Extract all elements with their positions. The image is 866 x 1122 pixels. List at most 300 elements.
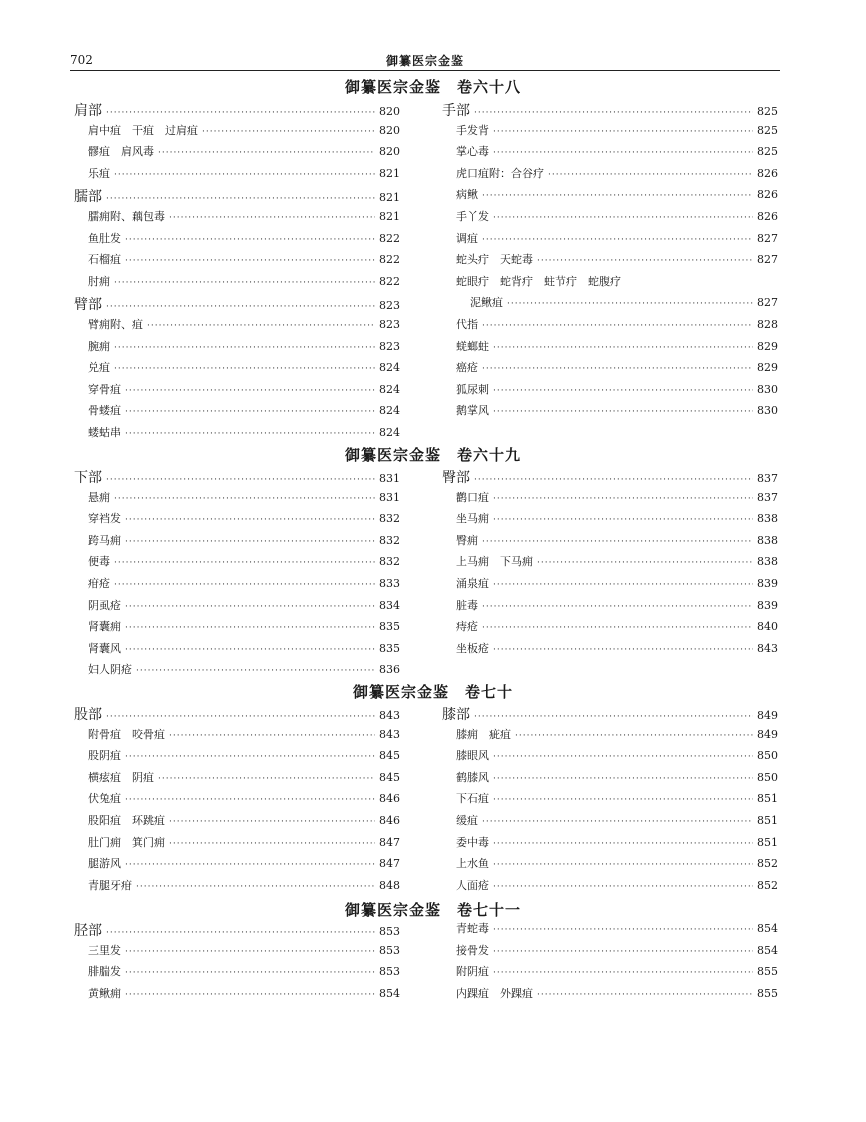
left-column [74,704,400,898]
entry-label: 接骨发 [456,943,489,957]
entry-page-number: 839 [757,576,778,590]
entry-page-number: 845 [379,770,400,784]
entry-page-number: 846 [379,792,400,806]
toc-entry [74,186,400,208]
leader-dots [482,364,753,374]
toc-entry [74,790,400,812]
entry-page-number: 827 [757,296,778,310]
entry-page-number: 854 [757,922,778,935]
toc-entry [442,769,778,791]
toc-entry [74,575,400,597]
entry-label: 横痃疽 阴疽 [88,770,154,784]
toc-entry [442,510,778,532]
toc-entry [74,640,400,662]
entry-label: 肩中疽 干疽 过肩疽 [88,123,198,137]
volume-title: 御纂医宗金鉴 卷六十九 [344,446,521,464]
toc-entry [442,100,778,122]
toc-entry [74,424,400,446]
entry-page-number: 833 [379,576,400,590]
entry-label: 下石疽 [456,792,489,806]
right-column [442,704,778,898]
entry-page-number: 826 [757,209,778,223]
leader-dots [125,515,375,525]
leader-dots [493,795,753,805]
leader-dots [548,170,753,180]
leader-dots [114,364,375,374]
entry-page-number: 827 [757,231,778,245]
leader-dots [493,860,753,870]
entry-page-number: 832 [379,555,400,569]
leader-dots [493,925,753,935]
entry-label: 悬痈 [88,490,110,504]
toc-entry [74,661,400,683]
entry-label: 肾囊风 [88,641,121,655]
entry-page-number: 855 [757,986,778,1000]
entry-page-number: 851 [757,835,778,849]
leader-dots [474,108,753,118]
toc-entry [74,855,400,877]
entry-label: 肚门痈 箕门痈 [88,835,165,849]
leader-dots [493,213,753,223]
leader-dots [125,256,375,266]
leader-dots [537,558,753,568]
entry-label: 乐疽 [88,166,110,180]
toc-entry [442,834,778,856]
leader-dots [136,882,375,892]
entry-label: 腓腨发 [88,965,121,979]
leader-dots [493,774,753,784]
toc-entry [442,726,778,748]
entry-label: 代指 [456,317,478,331]
toc-entry [74,316,400,338]
entry-label: 内踝疽 外踝疽 [456,986,533,1000]
volume-title: 御纂医宗金鉴 卷七十一 [344,901,521,919]
toc-entry [74,747,400,769]
entry-page-number: 846 [379,813,400,827]
entry-label: 便毒 [88,555,110,569]
entry-label: 鹳口疽 [456,490,489,504]
entry-page-number: 853 [379,925,400,938]
leader-dots [114,170,375,180]
leader-dots [125,645,375,655]
entry-label: 癌疮 [456,361,478,375]
toc-entry [74,877,400,899]
toc-entry [442,812,778,834]
toc-entry [74,597,400,619]
entry-page-number: 853 [379,943,400,957]
leader-dots [474,475,753,485]
leader-dots [158,774,375,784]
toc-entry [442,597,778,619]
toc-entry [442,402,778,424]
toc-entry [74,920,400,942]
toc-entry [74,510,400,532]
entry-label: 涌泉疽 [456,576,489,590]
leader-dots [114,494,375,504]
leader-dots [136,666,375,676]
leader-dots [169,839,375,849]
entry-page-number: 855 [757,965,778,979]
section-heading: 下部 [74,470,102,486]
toc-entry [442,273,778,295]
entry-page-number: 824 [379,404,400,418]
leader-dots [482,623,753,633]
entry-page-number: 851 [757,792,778,806]
volume-title: 御纂医宗金鉴 卷七十 [352,683,513,701]
toc-entry [74,834,400,856]
entry-page-number: 854 [379,986,400,1000]
entry-label: 蛇头疔 天蛇毒 [456,253,533,267]
entry-page-number: 849 [757,727,778,741]
entry-label: 膝痈 疵疽 [456,727,511,741]
leader-dots [493,839,753,849]
left-column [74,100,400,446]
leader-dots [125,602,375,612]
leader-dots [125,795,375,805]
entry-page-number: 824 [379,382,400,396]
leader-dots [493,645,753,655]
entry-label: 泥鳅疽 [470,296,503,310]
leader-dots [106,475,375,485]
entry-label: 缓疽 [456,813,478,827]
toc-entry [74,165,400,187]
entry-page-number: 834 [379,598,400,612]
leader-dots [493,752,753,762]
left-column [74,467,400,683]
entry-page-number: 831 [379,472,400,485]
entry-page-number: 851 [757,813,778,827]
right-column [442,100,778,424]
entry-page-number: 840 [757,620,778,634]
entry-page-number: 845 [379,749,400,763]
leader-dots [125,990,375,1000]
entry-page-number: 823 [379,339,400,353]
leader-dots [125,860,375,870]
toc-entry [442,359,778,381]
toc-entry [442,143,778,165]
entry-label: 上马痈 下马痈 [456,555,533,569]
leader-dots [106,928,375,938]
entry-page-number: 837 [757,490,778,504]
entry-label: 穿骨疽 [88,382,121,396]
toc-entry [442,920,778,942]
entry-label: 穿裆发 [88,512,121,526]
leader-dots [493,515,753,525]
toc-entry [74,402,400,424]
entry-label: 手发背 [456,123,489,137]
toc-entry [74,812,400,834]
entry-page-number: 822 [379,253,400,267]
toc-entry [442,855,778,877]
toc-entry [74,553,400,575]
entry-page-number: 838 [757,533,778,547]
leader-dots [158,148,375,158]
leader-dots [125,623,375,633]
entry-label: 蜣螂蛀 [456,339,489,353]
leader-dots [493,580,753,590]
entry-page-number: 831 [379,490,400,504]
toc-entry [74,532,400,554]
section-heading: 膝部 [442,707,470,723]
entry-label: 股阴疽 [88,749,121,763]
leader-dots [482,537,753,547]
entry-label: 脏毒 [456,598,478,612]
leader-dots [114,558,375,568]
leader-dots [125,407,375,417]
leader-dots [515,731,753,741]
toc-entry [74,489,400,511]
entry-page-number: 847 [379,835,400,849]
entry-page-number: 823 [379,299,400,313]
toc-entry [74,985,400,1007]
entry-page-number: 838 [757,512,778,526]
page-number: 702 [70,53,93,67]
entry-label: 蛇眼疔 蛇背疔 蛀节疔 蛇腹疗 [456,274,621,288]
entry-page-number: 854 [757,943,778,957]
entry-label: 腕痈 [88,339,110,353]
toc-entry [74,381,400,403]
page-header [70,52,780,71]
toc-entry [442,618,778,640]
entry-page-number: 835 [379,620,400,634]
entry-label: 髎疽 肩风毒 [88,145,154,159]
entry-label: 痔疮 [456,620,478,634]
entry-page-number: 850 [757,770,778,784]
leader-dots [106,302,375,312]
toc-entry [442,251,778,273]
leader-dots [493,947,753,957]
toc-entry [74,726,400,748]
toc-entry [442,553,778,575]
entry-label: 坐马痈 [456,512,489,526]
entry-page-number: 826 [757,188,778,202]
entry-label: 黄鳅痈 [88,986,121,1000]
entry-label: 坐板疮 [456,641,489,655]
entry-page-number: 832 [379,512,400,526]
entry-label: 股阳疽 环跳疽 [88,813,165,827]
entry-label: 臑痈附、藕包毒 [88,209,165,223]
entry-label: 膝眼风 [456,749,489,763]
toc-entry [74,100,400,122]
leader-dots [125,235,375,245]
toc-entry [74,963,400,985]
entry-label: 鱼肚发 [88,231,121,245]
leader-dots [169,731,375,741]
entry-label: 调疽 [456,231,478,245]
section-heading: 臑部 [74,189,102,206]
leader-dots [106,712,375,722]
entry-label: 附阴疽 [456,965,489,979]
entry-page-number: 843 [379,727,400,741]
toc-entry [442,467,778,489]
entry-page-number: 852 [757,878,778,892]
leader-dots [493,343,753,353]
entry-page-number: 848 [379,878,400,892]
entry-label: 骨蝼疽 [88,404,121,418]
leader-dots [493,148,753,158]
entry-label: 阴虱疮 [88,598,121,612]
leader-dots [493,407,753,417]
entry-page-number: 829 [757,361,778,375]
leader-dots [106,194,375,204]
entry-page-number: 821 [379,209,400,223]
leader-dots [537,990,753,1000]
toc-entry [442,942,778,964]
entry-page-number: 830 [757,382,778,396]
entry-label: 手丫发 [456,209,489,223]
toc-entry [442,316,778,338]
leader-dots [482,235,753,245]
entry-page-number: 849 [757,709,778,722]
toc-entry [442,294,778,316]
entry-label: 兑疽 [88,361,110,375]
section-heading: 肩部 [74,103,102,119]
entry-page-number: 825 [757,123,778,137]
leader-dots [125,537,375,547]
toc-entry [442,230,778,252]
entry-page-number: 847 [379,857,400,871]
entry-label: 臀痈 [456,533,478,547]
entry-page-number: 824 [379,361,400,375]
toc-entry [442,165,778,187]
leader-dots [125,947,375,957]
entry-page-number: 820 [379,145,400,159]
toc-entry [74,294,400,316]
leader-dots [169,817,375,827]
toc-entry [442,877,778,899]
toc-entry [74,704,400,726]
entry-page-number: 825 [757,145,778,159]
toc-entry [74,208,400,230]
entry-page-number: 853 [379,965,400,979]
leader-dots [114,580,375,590]
entry-label: 上水鱼 [456,857,489,871]
leader-dots [169,213,375,223]
entry-label: 青蛇毒 [456,922,489,935]
leader-dots [474,712,753,722]
entry-label: 虎口疽附：合谷疗 [456,166,544,180]
entry-page-number: 823 [379,317,400,331]
entry-page-number: 836 [379,663,400,677]
toc-entry [442,338,778,360]
toc-entry [442,790,778,812]
entry-page-number: 828 [757,317,778,331]
leader-dots [125,968,375,978]
entry-page-number: 825 [757,105,778,118]
leader-dots [482,817,753,827]
toc-entry [74,338,400,360]
toc-entry [442,122,778,144]
leader-dots [125,752,375,762]
entry-label: 狐尿刺 [456,382,489,396]
leader-dots [482,602,753,612]
entry-label: 附骨疽 咬骨疽 [88,727,165,741]
volume-title: 御纂医宗金鉴 卷六十八 [344,78,521,96]
toc-entry [442,747,778,769]
right-column [442,920,778,1006]
running-title: 御纂医宗金鉴 [385,54,464,68]
section-heading: 股部 [74,707,102,723]
entry-label: 跨马痈 [88,533,121,547]
entry-label: 委中毒 [456,835,489,849]
entry-label: 掌心毒 [456,145,489,159]
entry-label: 疳疮 [88,576,110,590]
leader-dots [147,321,375,331]
toc-entry [74,122,400,144]
toc-entry [442,575,778,597]
toc-entry [442,489,778,511]
entry-label: 肘痈 [88,274,110,288]
leader-dots [537,256,753,266]
toc-entry [74,230,400,252]
leader-dots [493,494,753,504]
toc-entry [74,618,400,640]
entry-page-number: 821 [379,166,400,180]
entry-page-number: 821 [379,191,400,205]
leader-dots [202,127,375,137]
leader-dots [493,882,753,892]
toc-entry [74,769,400,791]
entry-label: 鹅掌风 [456,404,489,418]
leader-dots [493,968,753,978]
entry-label: 妇人阴疮 [88,663,132,677]
section-heading: 胫部 [74,923,102,939]
leader-dots [125,386,375,396]
entry-page-number: 837 [757,472,778,485]
entry-page-number: 839 [757,598,778,612]
entry-label: 石榴疽 [88,253,121,267]
entry-label: 鹤膝风 [456,770,489,784]
leader-dots [114,343,375,353]
entry-page-number: 838 [757,555,778,569]
entry-page-number: 822 [379,231,400,245]
toc-entry [74,273,400,295]
leader-dots [493,127,753,137]
section-heading: 手部 [442,103,470,119]
entry-label: 臂痈附、疽 [88,317,143,331]
entry-page-number: 850 [757,749,778,763]
leader-dots [482,191,753,201]
left-column [74,920,400,1006]
right-column [442,467,778,661]
entry-label: 青腿牙疳 [88,878,132,892]
entry-page-number: 835 [379,641,400,655]
entry-label: 三里发 [88,943,121,957]
toc-entry [442,381,778,403]
entry-page-number: 824 [379,425,400,439]
toc-entry [442,532,778,554]
toc-entry [74,251,400,273]
entry-page-number: 852 [757,857,778,871]
leader-dots [114,278,375,288]
toc-entry [74,143,400,165]
entry-page-number: 843 [379,709,400,722]
entry-page-number: 843 [757,641,778,655]
entry-label: 肾囊痈 [88,620,121,634]
toc-entry [442,963,778,985]
entry-page-number: 827 [757,253,778,267]
entry-label: 腿游风 [88,857,121,871]
toc-entry [442,186,778,208]
entry-label: 蝼蛄串 [88,425,121,439]
leader-dots [507,299,753,309]
entry-label: 人面疮 [456,878,489,892]
entry-page-number: 830 [757,404,778,418]
toc-entry [442,704,778,726]
toc-entry [74,467,400,489]
leader-dots [493,386,753,396]
toc-entry [442,985,778,1007]
